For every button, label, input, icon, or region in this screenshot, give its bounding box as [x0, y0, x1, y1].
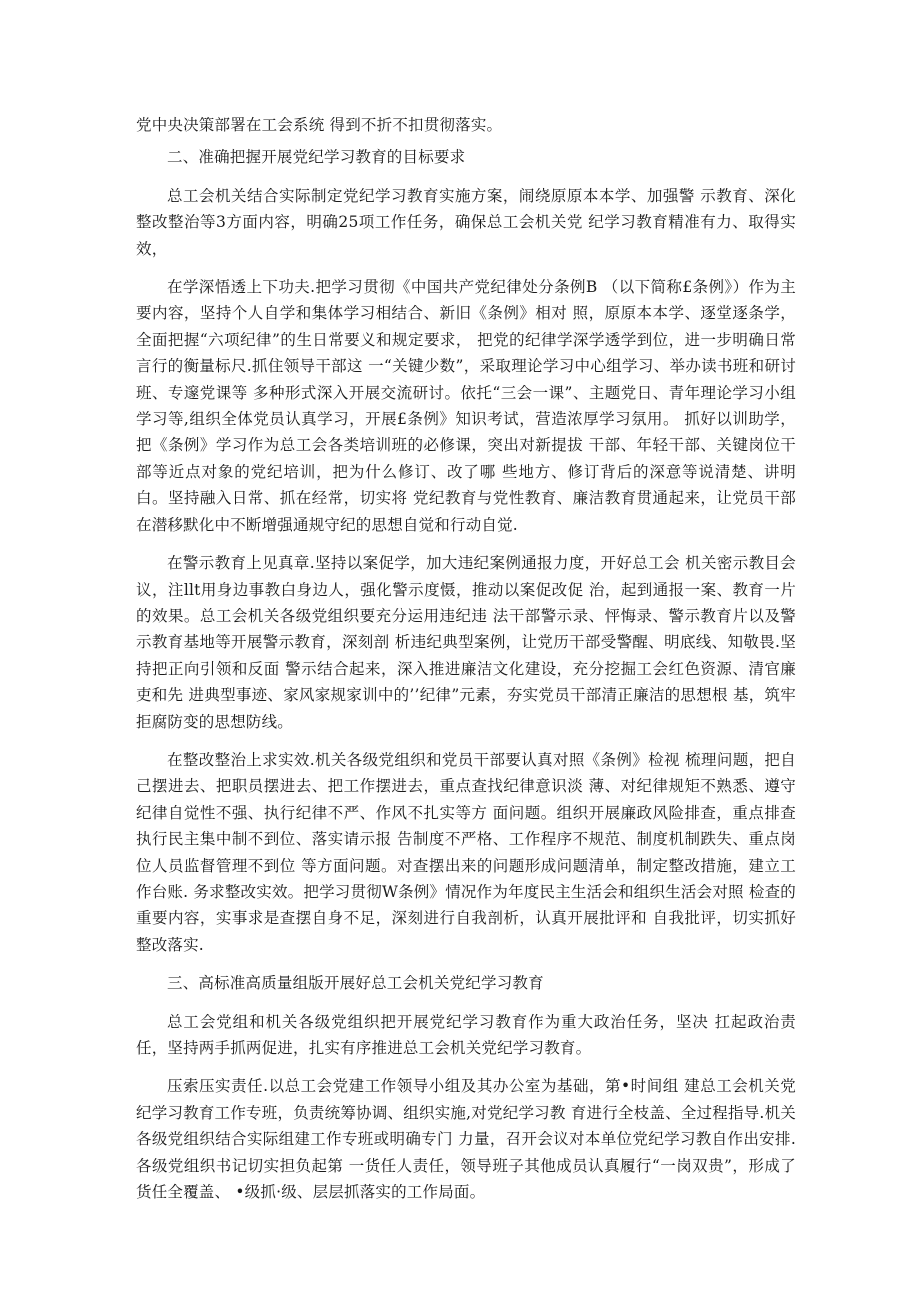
paragraph-overview: 总工会机关结合实际制定党纪学习教育实施方案，闹绕原原本本学、加强警 示教育、深化整改整治等3方面内容，明确25项工作任务，确保总工会机关党 纪学习教育精准有力、取得实效，	[136, 186, 796, 258]
paragraph-warning-education: 在警示教育上见真章.坚持以案促学，加大违纪案例通报力度，开好总工会 机关密示教目会议，注llt用身边事教白身边人，强化警示度慑，推动以案促改促 治，起到通报一案、教育一片的效果。总工会机关各级党组织要充分运用违纪违 法干部警示录、怦悔录、警示教育片以及警示教育基地等开展警示教育，深刻剖 析违纪典型案例，让党历干部受警醒、明底线、知敬畏.坚持把正向引领和反面 警示结合起来，深入推进廉洁文化建设，充分挖掘工会红色资源、清官廉吏和先 进典型事迹、家风家规家训中的’’纪律”元素，夯实党员干部清正廉洁的思想根 基，筑牢拒腐防变的思想防线。	[136, 554, 796, 731]
paragraph-party-group: 总工会党组和机关各级党组织把开展党纪学习教育作为重大政治任务，坚决 扛起政治责任，坚持两手抓两促进，扎实有序推进总工会机关党纪学习教育。	[136, 1012, 796, 1057]
paragraph-responsibility: 压索压实责任.以总工会党建工作领导小组及其办公室为基础，第•时间组 建总工会机关党纪学习教育工作专班，负责统筹协调、组织实施,对党纪学习教 育进行全枝盖、全过程指导.机关各级党组织结合实际组建工作专班或明确专门 力量，召开会议对本单位党纪学习教自作出安排.各级党组织书记切实担负起第 一货任人责任，领导班子其他成员认真履行“一岗双贵”，形成了货任全覆盖、 •级抓·级、层层抓落实的工作局面。	[136, 1077, 796, 1202]
paragraph-rectification: 在整改整治上求实效.机关各级党组织和党员干部要认真对照《条例》检视 梳理问题，把自己摆进去、把职员摆进去、把工作摆进去，重点查找纪律意识淡 薄、对纪律规矩不熟悉、遵守纪律自觉性不强、执行纪律不严、作风不扎实等方 面问题。组织开展廉政风险排查，重点排查执行民主集中制不到位、落实请示报 告制度不严格、工作程序不规范、制度机制跌失、重点岗位人员监督管理不到位 等方面问题。对查摆出来的问题形成问题清单，制定整改措施，建立工作台账. 务求整改实效。把学习贯彻W条例》情况作为年度民主生活会和组织生活会对照 检查的重要内容，实事求是查摆自身不足，深刻进行自我剖析，认真开展批评和 自我批评，切实抓好整改落实.	[136, 750, 796, 954]
section-heading-3: 三、高标准高质量组版开展好总工会机关党纪学习教育	[167, 974, 544, 993]
paragraph-study: 在学深悟透上下功夫.把学习贯彻《中国共产党纪律处分条例B （以下简称£条例》）作为主要内容，坚持个人自学和集体学习相结合、新旧《条例》相对 照，原原本本学、逐堂逐条学，全面把握“六项纪律”的生日常要义和规定要求， 把党的纪律学深学透学到位，进一步明确日常言行的衡量标尺.抓住领导干部这 一“关键少数”，采取理论学习中心组学习、举办读书班和研讨班、专邃党课等 多种形式深入开展交流研讨。依托“三会一课”、主题党日、青年理论学习小组 学习等,组织全体党员认真学习，开展£条例》知识考试，营造浓厚学习氛用。 抓好以训助学，把《条例》学习作为总工会各类培训班的必修课，突出对新提拔 干部、年轻干部、关键岗位干部等近点对象的党纪培训，把为什么修订、改了哪 些地方、修订背后的深意等说清楚、讲明白。坚持融入日常、抓在经常，切实将 党纪教育与党性教育、廉洁教育贯通起来，让党员干部在潜移默化中不断增强通规守纪的思想自觉和行动自觉.	[136, 278, 796, 534]
paragraph-continuation: 党中央决策部署在工会系统 得到不折不扣贯彻落实。	[136, 116, 503, 134]
document-page	[136, 112, 796, 1205]
section-heading-2: 二、准确把握开展党纪学习教育的目标要求	[167, 148, 466, 167]
